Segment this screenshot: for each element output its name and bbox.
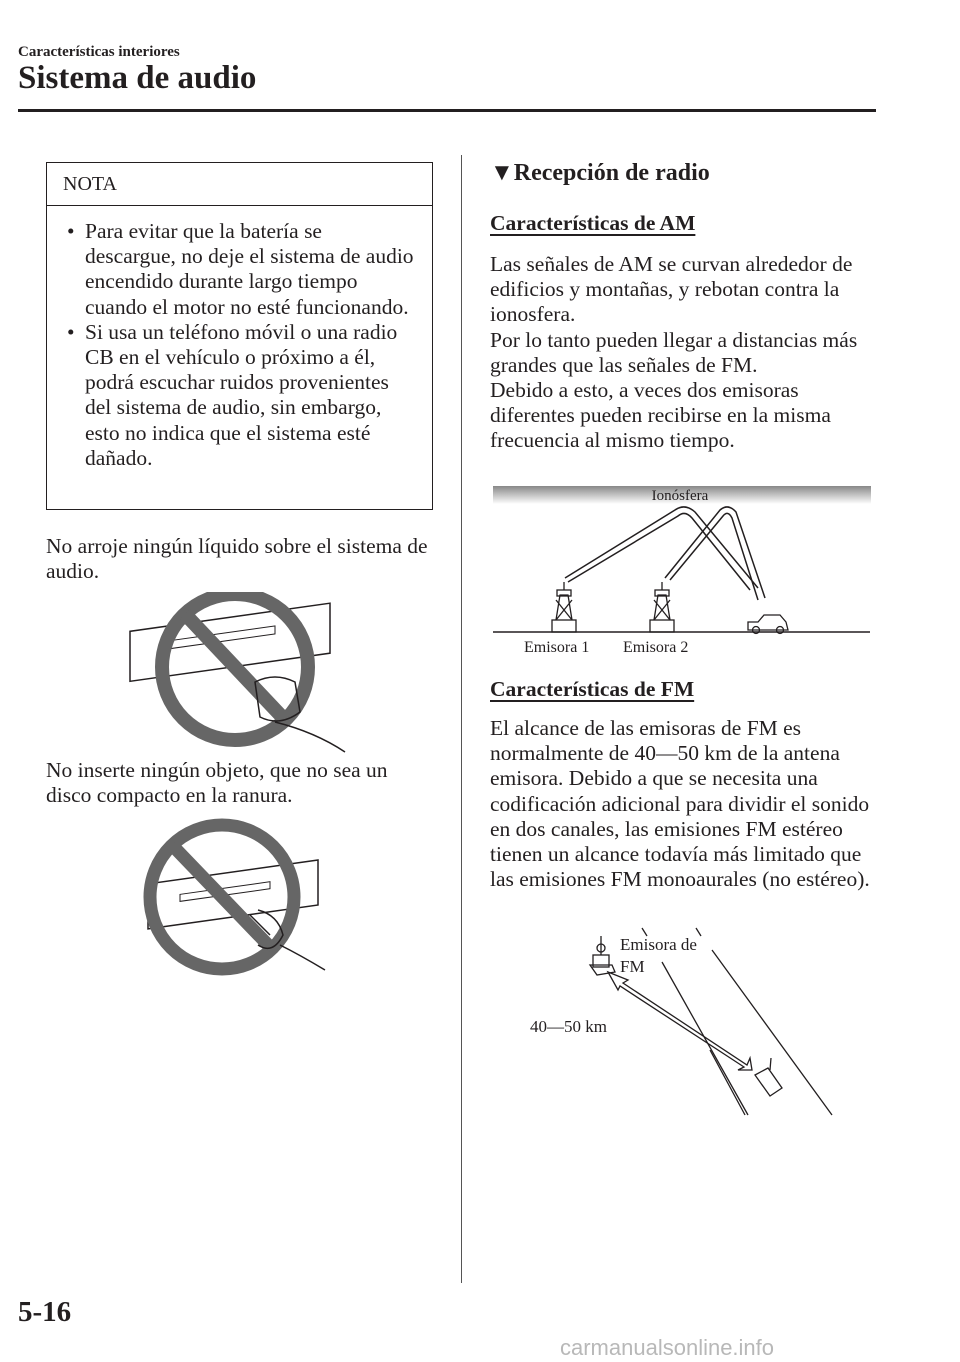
note-text: Para evitar que la batería se descargue, no deje el sistema de audio encendido durante largo tiempo cuando el motor no esté funcionando. (85, 219, 414, 319)
no-objects-illustration (140, 815, 340, 985)
triangle-marker-icon: ▼ (490, 160, 514, 186)
liquid-warning-text: No arroje ningún líquido sobre el sistema de audio. (46, 534, 428, 584)
note-divider (47, 205, 432, 206)
radio-reception-heading (490, 160, 710, 187)
page-title: Sistema de audio (18, 60, 257, 96)
fm-station-label-line1: Emisora de (620, 935, 697, 954)
ionosphere-label: Ionósfera (651, 488, 709, 504)
fm-station-label-line2: FM (620, 957, 645, 976)
header-rule (18, 109, 876, 112)
distance-label: 40—50 km (530, 1017, 607, 1036)
am-paragraph: Las señales de AM se curvan alrededor de edificios y montañas, y rebotan contra la ionosfera. (490, 252, 853, 327)
note-heading: NOTA (63, 173, 117, 195)
note-item (47, 219, 415, 320)
heading-text: Recepción de radio (513, 160, 710, 186)
page-number: 5-16 (18, 1296, 72, 1328)
fm-text: El alcance de las emisoras de FM es normalmente de 40—50 km de la antena emisora. Debido a que se necesita una codificación adicional para dividir el sonido en dos canales, las emisiones FM estéreo tienen un alcance todavía más limitado que las emisiones FM monoaurales (no estéreo). (490, 716, 870, 892)
watermark: carmanualsonline.info (560, 1335, 775, 1360)
am-diagram (480, 470, 880, 660)
note-text: Si usa un teléfono móvil o una radio CB en el vehículo o próximo a él, podrá escuchar ruidos provenientes del sistema de audio, sin embargo, esto no indica que el sistema esté dañado. (85, 319, 398, 470)
note-item (47, 320, 415, 471)
am-heading: Características de AM (490, 211, 696, 235)
bullet: • (67, 319, 75, 344)
am-paragraph: Debido a esto, a veces dos emisoras diferentes pueden recibirse en la misma frecuencia al mismo tiempo. (490, 378, 831, 453)
bullet: • (67, 219, 75, 243)
station1-label: Emisora 1 (524, 639, 590, 656)
am-paragraph: Por lo tanto pueden llegar a distancias más grandes que las señales de FM. (490, 327, 858, 377)
object-warning-text: No inserte ningún objeto, que no sea un disco compacto en la ranura. (46, 758, 388, 808)
section-label: Características interiores (18, 44, 180, 60)
note-box (46, 162, 433, 510)
column-divider (461, 155, 462, 1283)
am-text (490, 252, 880, 454)
fm-heading: Características de FM (490, 677, 695, 701)
fm-diagram (500, 920, 850, 1120)
station2-label: Emisora 2 (623, 639, 689, 656)
no-liquid-illustration (125, 592, 355, 757)
